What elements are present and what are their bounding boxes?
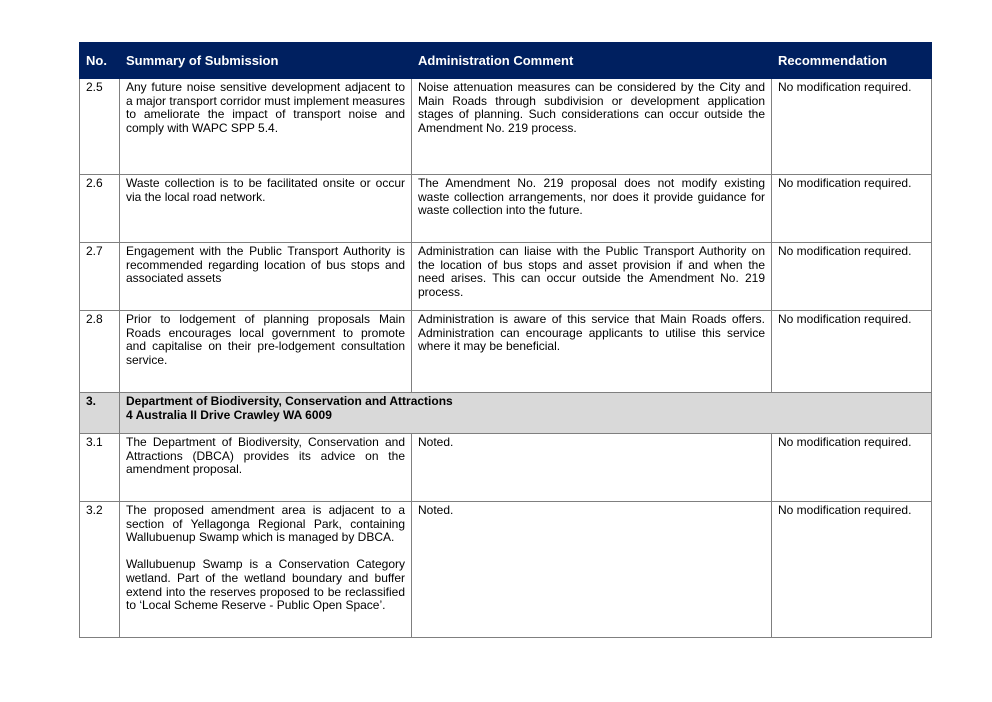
row-number: 2.7 bbox=[80, 243, 120, 311]
header-summary: Summary of Submission bbox=[120, 43, 412, 79]
submission-summary: Waste collection is to be facilitated onsite or occur via the local road network. bbox=[120, 175, 412, 243]
table-row bbox=[80, 502, 932, 638]
table-row bbox=[80, 434, 932, 502]
section-number: 3. bbox=[80, 393, 120, 434]
submission-summary: Engagement with the Public Transport Authority is recommended regarding location of bus stops and associated assets bbox=[120, 243, 412, 311]
summary-paragraph: Wallubuenup Swamp is a Conservation Category wetland. Part of the wetland boundary and buffer extend into the reserves proposed to be reclassified to ‘Local Scheme Reserve - Public Open Space’. bbox=[126, 557, 405, 613]
administration-comment: Noted. bbox=[412, 502, 772, 638]
table-row bbox=[80, 175, 932, 243]
row-number: 2.6 bbox=[80, 175, 120, 243]
administration-comment: Administration is aware of this service that Main Roads offers. Administration can encourage applicants to utilise this service where it may be beneficial. bbox=[412, 311, 772, 393]
recommendation: No modification required. bbox=[772, 79, 932, 175]
administration-comment: Administration can liaise with the Public Transport Authority on the location of bus stops and asset provision if and when the need arises. This can occur outside the Amendment No. 219 process. bbox=[412, 243, 772, 311]
header-comment: Administration Comment bbox=[412, 43, 772, 79]
submission-summary bbox=[120, 502, 412, 638]
row-number: 3.1 bbox=[80, 434, 120, 502]
section-address: 4 Australia II Drive Crawley WA 6009 bbox=[126, 407, 332, 422]
row-number: 3.2 bbox=[80, 502, 120, 638]
submission-summary: Any future noise sensitive development adjacent to a major transport corridor must implement measures to ameliorate the impact of transport noise and comply with WAPC SPP 5.4. bbox=[120, 79, 412, 175]
table-row bbox=[80, 79, 932, 175]
table-row bbox=[80, 311, 932, 393]
submissions-table bbox=[79, 42, 932, 638]
submission-summary: Prior to lodgement of planning proposals Main Roads encourages local government to promote and capitalise on their pre-lodgement consultation service. bbox=[120, 311, 412, 393]
row-number: 2.8 bbox=[80, 311, 120, 393]
recommendation: No modification required. bbox=[772, 175, 932, 243]
recommendation: No modification required. bbox=[772, 243, 932, 311]
recommendation: No modification required. bbox=[772, 502, 932, 638]
administration-comment: Noise attenuation measures can be considered by the City and Main Roads through subdivision or development application stages of planning. Such considerations can occur outside the Amendment No. 219 process. bbox=[412, 79, 772, 175]
administration-comment: Noted. bbox=[412, 434, 772, 502]
section-title: Department of Biodiversity, Conservation and Attractions bbox=[126, 394, 453, 408]
header-no: No. bbox=[80, 43, 120, 79]
section-heading bbox=[120, 393, 932, 434]
row-number: 2.5 bbox=[80, 79, 120, 175]
administration-comment: The Amendment No. 219 proposal does not modify existing waste collection arrangements, nor does it provide guidance for waste collection into the future. bbox=[412, 175, 772, 243]
recommendation: No modification required. bbox=[772, 434, 932, 502]
summary-paragraph: The proposed amendment area is adjacent to a section of Yellagonga Regional Park, containing Wallubuenup Swamp which is managed by DBCA. bbox=[126, 503, 405, 545]
recommendation: No modification required. bbox=[772, 311, 932, 393]
header-recommendation: Recommendation bbox=[772, 43, 932, 79]
submission-summary: The Department of Biodiversity, Conservation and Attractions (DBCA) provides its advice on the amendment proposal. bbox=[120, 434, 412, 502]
table-row bbox=[80, 243, 932, 311]
table-header-row bbox=[80, 43, 932, 79]
section-row bbox=[80, 393, 932, 434]
